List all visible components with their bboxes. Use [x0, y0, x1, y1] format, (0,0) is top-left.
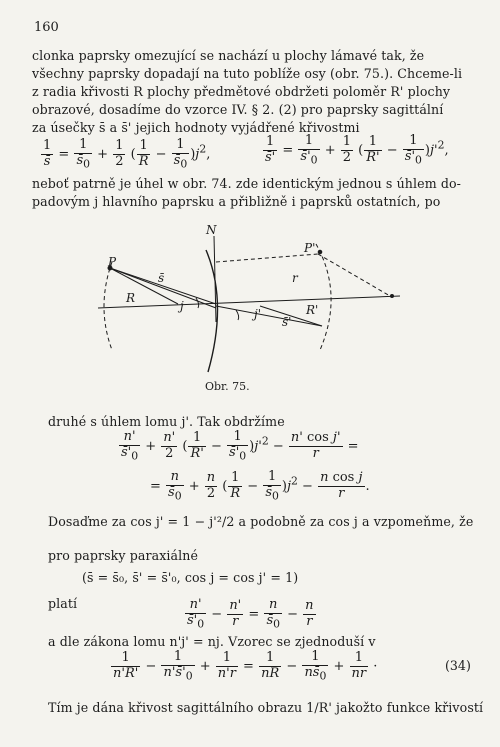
text-line: neboť patrně je úhel w obr. 74. zde identickým jednou s úhlem do-	[32, 176, 462, 191]
page-number: 160	[34, 20, 59, 35]
point-axis	[391, 295, 394, 298]
label-P-prime: P'	[304, 241, 316, 255]
equation-main-1: $\frac{n'}{s̄'_0}$ + $\frac{n'}{2}$ ( $\frac{1}{R'}$ − $\frac{1}{s̄'_0}$ )$j'^2$ − $\frac{\text{n' cos j'}}{r}$ =	[121, 429, 359, 463]
label-s-bar-prime: s̄'	[282, 315, 292, 329]
label-P: P	[108, 255, 117, 269]
point-P-prime	[318, 250, 322, 254]
image-surface	[316, 244, 331, 350]
text-line: za úsečky s̄ a s̄' jejich hodnoty vyjádřené křivostmi	[32, 120, 360, 135]
label-R-prime: R'	[306, 303, 319, 317]
angle-j-prime-arc	[236, 310, 239, 320]
equation-34: $\frac{1}{n'R'}$ − $\frac{1}{n's̄'_0}$ + $\frac{1}{n'r}$ = $\frac{1}{nR}$ − $\frac{1}{ns̄_0}$ + $\frac{1}{nr}$ ·	[113, 649, 378, 683]
object-surface	[104, 262, 112, 350]
figure-caption: Obr. 75.	[205, 380, 250, 393]
label-j: j	[180, 299, 184, 313]
equation-curvature-image: $\frac{1}{s̄'}$ = $\frac{1}{s̄'_0}$ + $\frac{1}{2}$ ( $\frac{1}{R'}$ − $\frac{1}{s̄'_0}$ )$j'^2$,	[265, 133, 449, 167]
text-line: obrazové, dosadíme do vzorce IV. § 2. (2) pro paprsky sagittální	[32, 102, 444, 117]
text-line: pro paprsky paraxiálné	[48, 548, 199, 563]
text-line: clonka paprsky omezující se nachází u plochy lámavé tak, že	[32, 48, 425, 63]
paraxial-condition: (s̄ = s̄₀, s̄' = s̄'₀, cos j = cos j' = 1)	[82, 570, 299, 585]
equation-paraxial: $\frac{n'}{s̄'_0}$ − $\frac{n'}{r}$ = $\frac{n}{s̄_0}$ − $\frac{n}{r}$	[187, 597, 314, 631]
label-N: N	[206, 223, 217, 237]
figure-75	[0, 222, 500, 402]
optical-axis	[98, 296, 400, 308]
angle-j-arc	[196, 298, 199, 308]
equation-main-2: = $\frac{n}{s̄_0}$ + $\frac{n}{2}$ ( $\frac{1}{R}$ − $\frac{1}{s̄_0}$ )$j^2$ − $\frac{\text{n cos j}}{r}$ .	[150, 469, 370, 503]
label-s-bar: s̄	[158, 271, 165, 285]
equation-curvature-object: $\frac{1}{s̄}$ = $\frac{1}{s̄_0}$ + $\frac{1}{2}$ ( $\frac{1}{R}$ − $\frac{1}{s̄_0}$ )$j^2$,	[43, 137, 211, 171]
text-line: Dosaďme za cos j' = 1 − j'²/2 a podobně za cos j a vzpomeňme, že	[48, 514, 474, 529]
label-R: R	[126, 291, 136, 305]
text-line: druhé s úhlem lomu j'. Tak obdržíme	[48, 414, 285, 429]
label-r: r	[292, 271, 298, 285]
text-line: všechny paprsky dopadají na tuto poblíže osy (obr. 75.). Chceme-li	[32, 66, 463, 81]
text-line: z radia křivosti R plochy předmětové obdržeti poloměr R' plochy	[32, 84, 451, 99]
dashed-r-line-2	[318, 254, 390, 296]
text-line: padovým j hlavního paprsku a přibližně i paprsků ostatních, po	[32, 194, 441, 209]
text-line: a dle zákona lomu n'j' = nj. Vzorec se zjednoduší v	[48, 634, 376, 649]
text-line: platí	[48, 596, 78, 611]
label-j-prime: j'	[254, 307, 262, 321]
ray-R	[110, 268, 178, 304]
text-line: Tím je dána křivost sagittálního obrazu 1/R' jakožto funkce křivostí	[48, 700, 484, 715]
dashed-r-line	[216, 254, 318, 262]
equation-number: (34)	[445, 658, 471, 673]
